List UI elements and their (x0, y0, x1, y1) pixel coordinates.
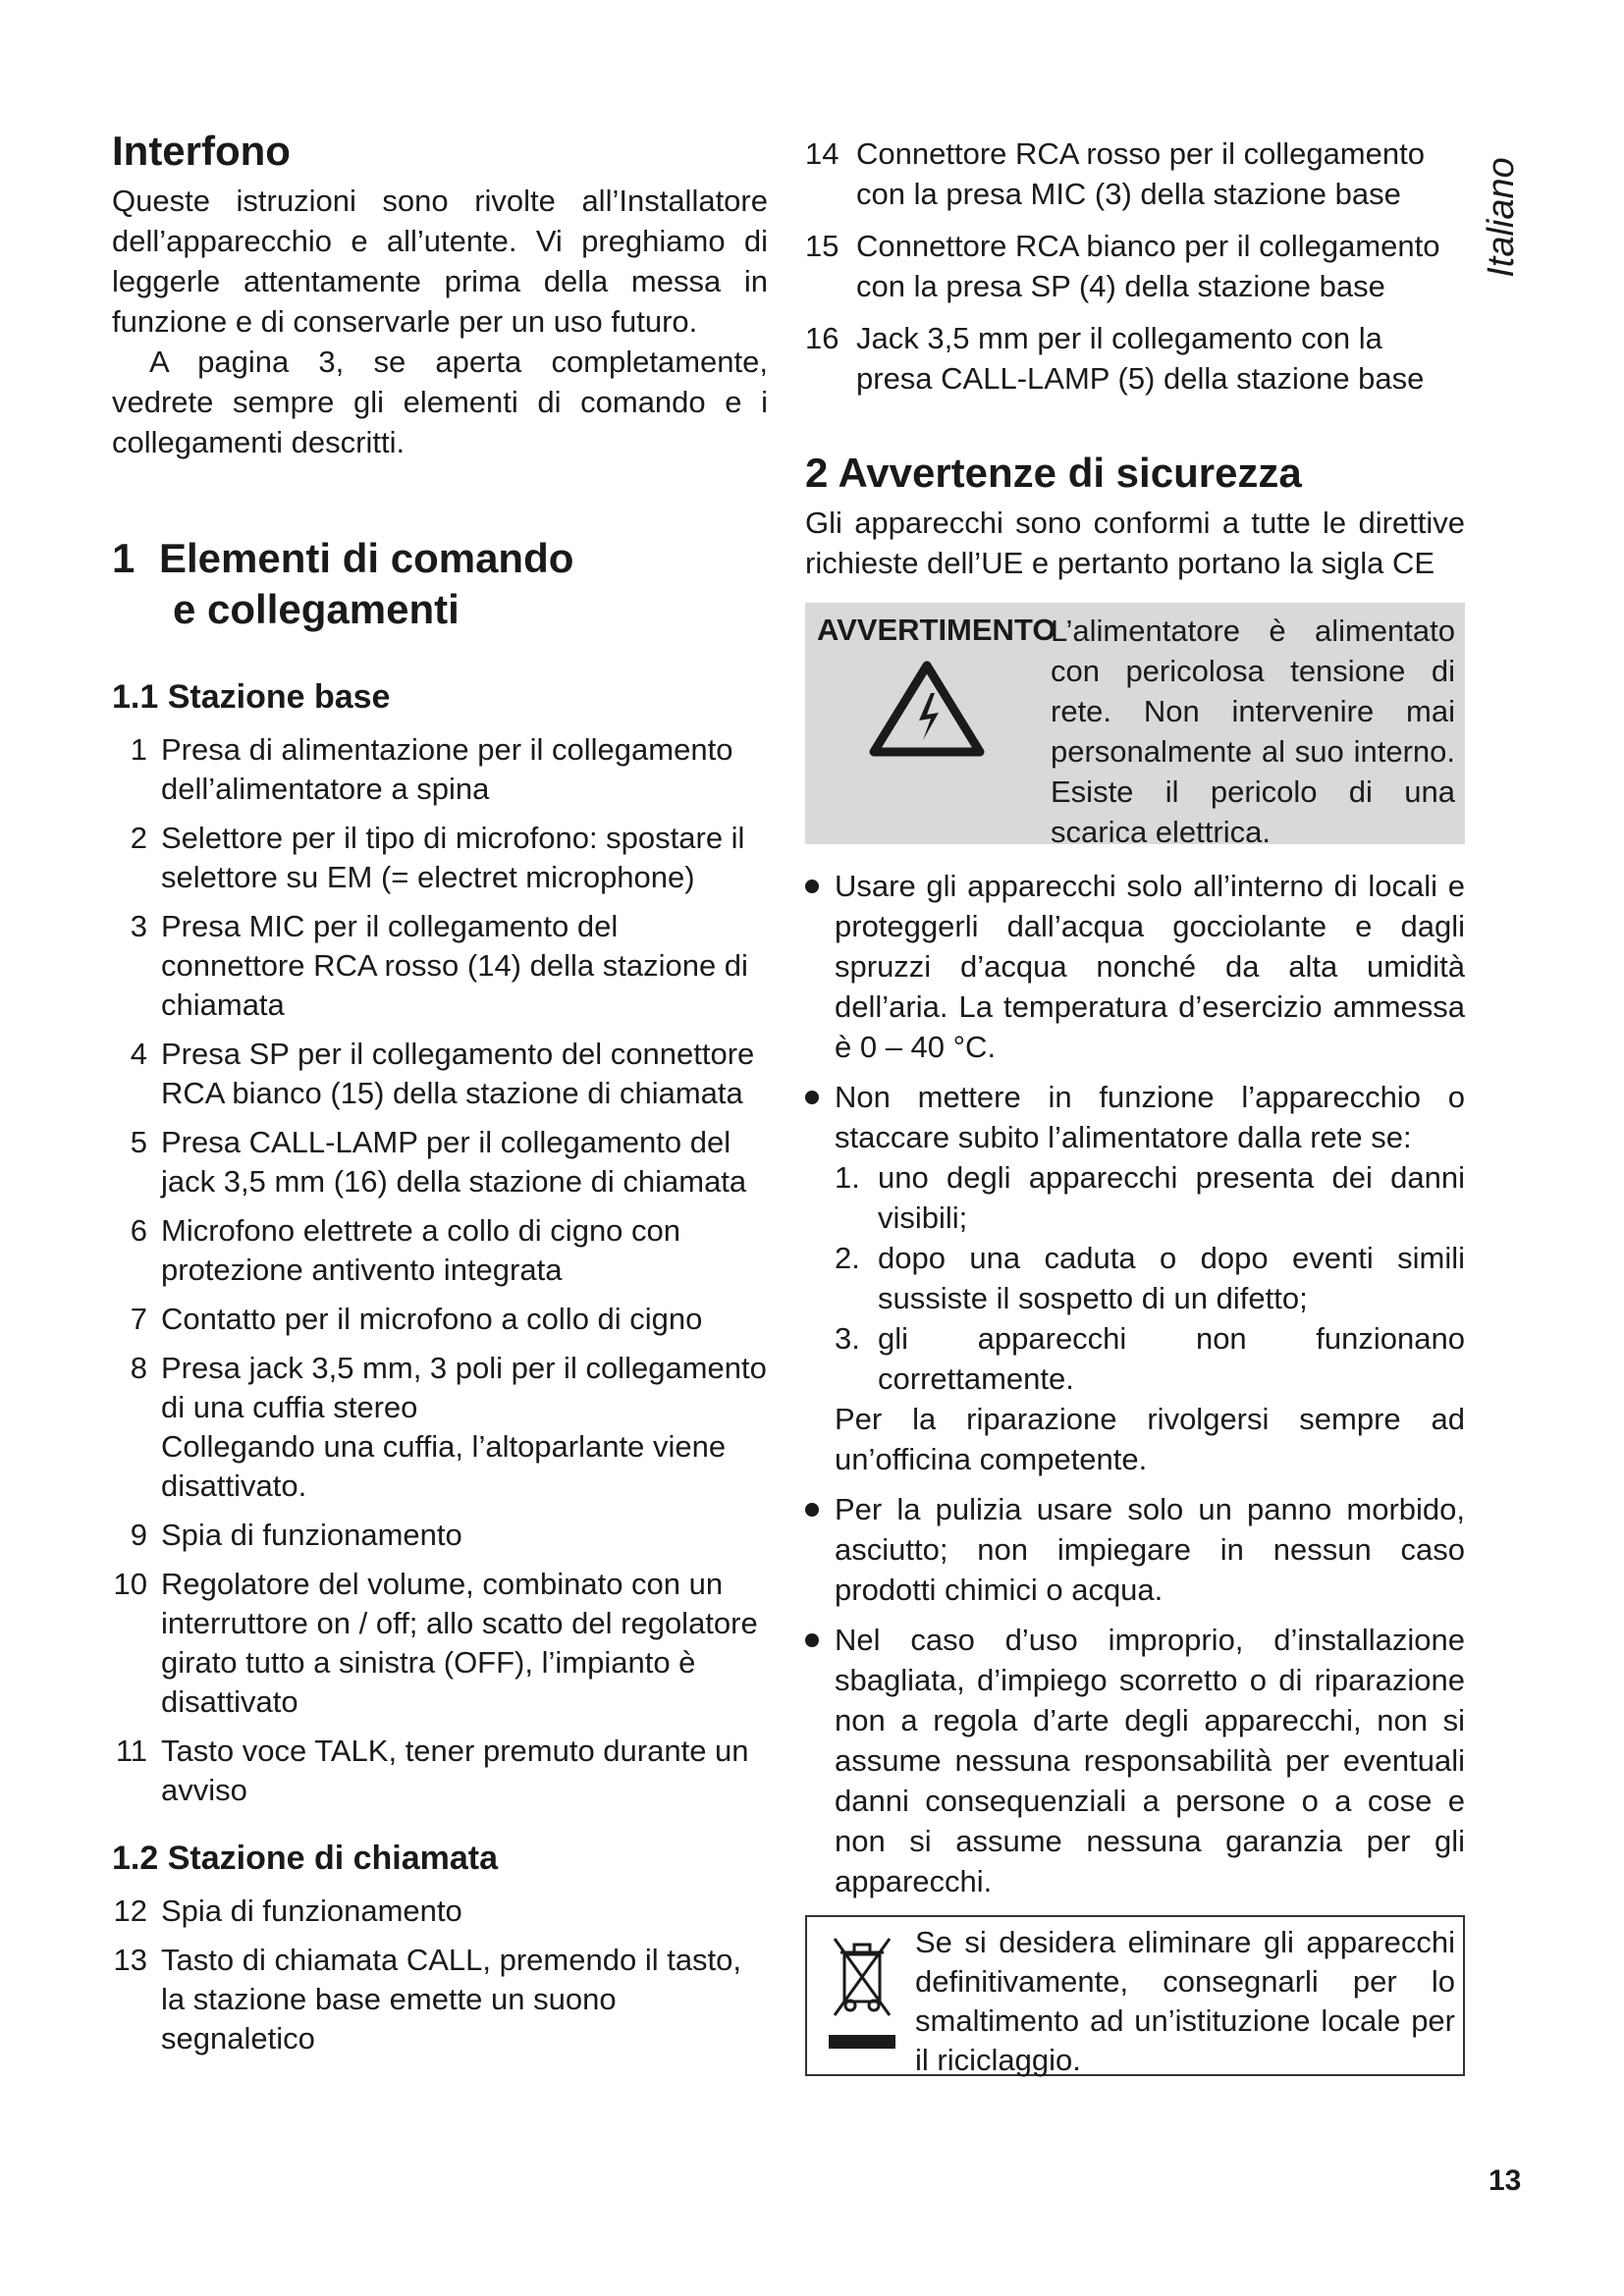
list-item: 4 Presa SP per il collegamento del connettore RCA bianco (15) della stazione di chiamata (130, 1037, 755, 1110)
right-column (805, 133, 1465, 2076)
call-station-list-continued (805, 133, 1465, 399)
sublist-item: 3. gli apparecchi non funzionano correttamente. (835, 1321, 1465, 1396)
section-2-heading: 2 Avvertenze di sicurezza (805, 450, 1302, 496)
list-item: 12 Spia di funzionamento (113, 1894, 462, 1928)
safety-bullet: Usare gli apparecchi solo all’interno di locali e proteggerli dall’acqua gocciolante e dagli spruzzi d’acqua nonché da alta umidità dell’aria. La temperatura d’esercizio ammessa è 0 – 40 °C. (805, 866, 1465, 1067)
recycling-notice-box (805, 1915, 1465, 2076)
language-label-text: Italiano (1480, 157, 1522, 278)
crossed-out-bin-icon (825, 1933, 899, 2058)
list-item: 10 Regolatore del volume, combinato con un interruttore on / off; allo scatto del regolatore girato tutto a sinistra (OFF), l’impianto è disattivato (113, 1567, 758, 1719)
sublist-item: 1. uno degli apparecchi presenta dei danni visibili; (835, 1160, 1465, 1235)
list-item: 5 Presa CALL-LAMP per il collegamento del jack 3,5 mm (16) della stazione di chiamata (130, 1125, 747, 1199)
list-item: 3 Presa MIC per il collegamento del connettore RCA rosso (14) della stazione di chiamata (130, 909, 748, 1022)
intro-paragraph-2: A pagina 3, se aperta completamente, vedrete sempre gli elementi di comando e i collegamenti descritti. (112, 345, 768, 459)
list-item: 15 Connettore RCA bianco per il collegamento con la presa SP (4) della stazione base (805, 229, 1440, 303)
left-column (112, 128, 768, 2068)
recycling-text: Se si desidera eliminare gli apparecchi definitivamente, consegnarli per lo smaltimento ad un’istituzione locale per il riciclaggio. (915, 1925, 1455, 2077)
list-item: 9 Spia di funzionamento (130, 1518, 462, 1552)
section-1-title-line2: e collegamenti (173, 586, 460, 632)
list-item: 7 Contatto per il microfono a collo di cigno (130, 1302, 703, 1336)
warning-text: L’alimentatore è alimentato con pericolosa tensione di rete. Non intervenire mai personalmente al suo interno. Esiste il pericolo di una scarica elettrica. (1051, 614, 1455, 849)
warning-box (805, 603, 1465, 849)
section-1-title-line1: Elementi di comando (159, 535, 574, 581)
list-item: 6 Microfono elettrete a collo di cigno con protezione antivento integrata (130, 1213, 681, 1287)
list-item: 13 Tasto di chiamata CALL, premendo il tasto, la stazione base emette un suono segnaletico (113, 1943, 742, 2056)
list-item: 14 Connettore RCA rosso per il collegamento con la presa MIC (3) della stazione base (805, 136, 1425, 211)
list-item: 11 Tasto voce TALK, tener premuto durante un avviso (115, 1734, 749, 1807)
list-item: 16 Jack 3,5 mm per il collegamento con la presa CALL-LAMP (5) della stazione base (805, 321, 1425, 396)
document-title: Interfono (112, 128, 291, 174)
base-station-list (112, 730, 768, 1810)
subsection-1-2-heading: 1.2 Stazione di chiamata (112, 1840, 499, 1877)
list-item: 8 Presa jack 3,5 mm, 3 poli per il collegamento di una cuffia stereo Collegando una cuffia, l’altoparlante viene disattivato. (112, 1349, 768, 1506)
page-number: 13 (1489, 2164, 1522, 2197)
intro-paragraph: Queste istruzioni sono rivolte all’Installatore dell’apparecchio e all’utente. Vi preghiamo di leggerle attentamente prima della messa in funzione e di conservarle per un uso futuro. (112, 184, 768, 339)
safety-bullet: Nel caso d’uso improprio, d’installazione sbagliata, d’impiego scorretto o di riparazione non a regola d’arte degli apparecchi, non si assume nessuna responsabilità per eventuali danni consequenziali a persone o a cose e non si assume nessuna garanzia per gli apparecchi. (805, 1620, 1465, 1901)
list-item: 1 Presa di alimentazione per il collegamento dell’alimentatore a spina (130, 732, 733, 806)
section-1-number: 1 (112, 535, 135, 581)
subsection-1-1-heading: 1.1 Stazione base (112, 678, 391, 716)
section-1-heading (112, 533, 768, 635)
call-station-list (112, 1892, 768, 2058)
safety-bullet: Per la pulizia usare solo un panno morbido, asciutto; non impiegare in nessun caso prodotti chimici o acqua. (805, 1489, 1465, 1610)
side-language-label (1480, 137, 1540, 294)
list-item-note: Collegando una cuffia, l’altoparlante viene disattivato. (161, 1429, 727, 1503)
high-voltage-warning-icon (868, 660, 986, 758)
warning-label: AVVERTIMENTO (817, 613, 1056, 647)
repair-note: Per la riparazione rivolgersi sempre ad un’officina competente. (835, 1402, 1465, 1476)
list-item: 2 Selettore per il tipo di microfono: spostare il selettore su EM (= electret microphone) (130, 821, 745, 894)
compliance-paragraph: Gli apparecchi sono conformi a tutte le direttive richieste dell’UE e pertanto portano la sigla CE (805, 506, 1465, 580)
safety-bullet: Non mettere in funzione l’apparecchio o staccare subito l’alimentatore dalla rete se: 1. uno degli apparecchi presenta dei danni visibili; 2. dopo una caduta o dopo eventi simili sussiste il sospetto di un difetto; 3. gli apparecchi non funzionano correttamente. Per la riparazione rivolgersi sempre ad un’officina competente. (805, 1077, 1465, 1479)
sublist-item: 2. dopo una caduta o dopo eventi simili sussiste il sospetto di un difetto; (835, 1241, 1465, 1315)
